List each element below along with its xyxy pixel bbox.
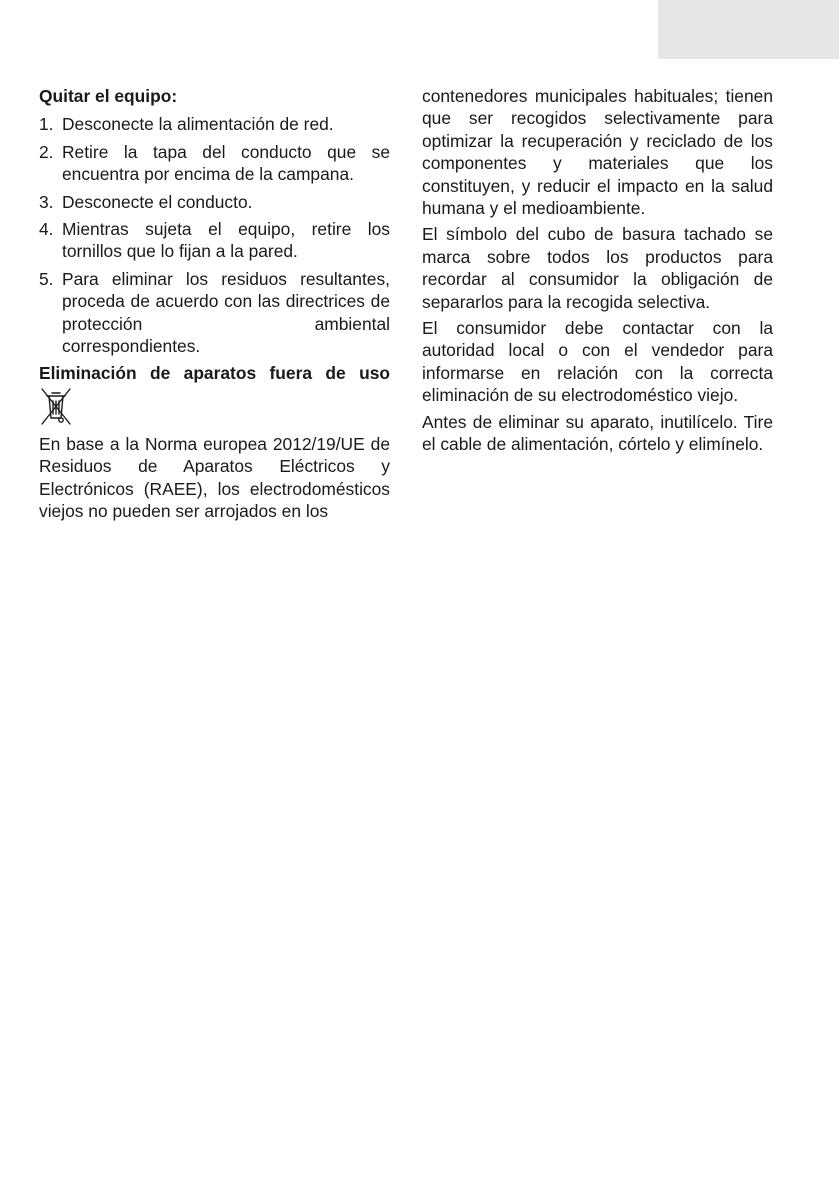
page-corner-tab (658, 0, 839, 59)
paragraph-disable-appliance: Antes de eliminar su aparato, inutilícelo. Tire el cable de alimentación, córtelo y elimínelo. (422, 411, 773, 455)
step-number: 3. (39, 191, 54, 212)
paragraph-contact-authority: El consumidor debe contactar con la autoridad local o con el vendedor para informarse en relación con la correcta eliminación de su electrodoméstico viejo. (422, 318, 773, 406)
step-text: Desconecte la alimentación de red. (62, 114, 334, 135)
left-column (39, 85, 390, 528)
step-text: Mientras sujeta el equipo, retire los tornillos que lo fijan a la pared. (62, 219, 390, 262)
crossed-out-wheelie-bin-icon (39, 387, 73, 427)
step-number: 2. (39, 141, 54, 162)
removal-steps-list (39, 113, 390, 357)
list-item (39, 218, 390, 263)
paragraph-symbol: El símbolo del cubo de basura tachado se marca sobre todos los productos para recordar al consumidor la obligación de separarlos para la recogida selectiva. (422, 224, 773, 312)
step-number: 5. (39, 268, 54, 289)
list-item (39, 268, 390, 358)
step-number: 1. (39, 114, 54, 135)
heading-disposal: Eliminación de aparatos fuera de uso (39, 363, 390, 384)
step-text-continued: correspondientes. (62, 336, 201, 357)
step-text: Para eliminar los residuos resultantes, proceda de acuerdo con las directrices de protección ambiental (62, 268, 390, 334)
paragraph-raee: En base a la Norma europea 2012/19/UE de Residuos de Aparatos Eléctricos y Electrónicos (RAEE), los electrodomésticos viejos no pueden ser arrojados en los (39, 433, 390, 522)
heading-remove-equipment: Quitar el equipo: (39, 86, 178, 106)
list-item (39, 191, 390, 213)
right-column (422, 85, 773, 460)
list-item (39, 141, 390, 186)
step-number: 4. (39, 219, 54, 240)
step-text: Retire la tapa del conducto que se encuentra por encima de la campana. (62, 141, 390, 185)
list-item (39, 113, 390, 135)
step-text: Desconecte el conducto. (62, 191, 253, 212)
paragraph-collection: contenedores municipales habituales; tienen que ser recogidos selectivamente para optimizar la recuperación y reciclado de los componentes y materiales que los constituyen, y reducir el impacto en la salud humana y el medioambiente. (422, 86, 773, 219)
